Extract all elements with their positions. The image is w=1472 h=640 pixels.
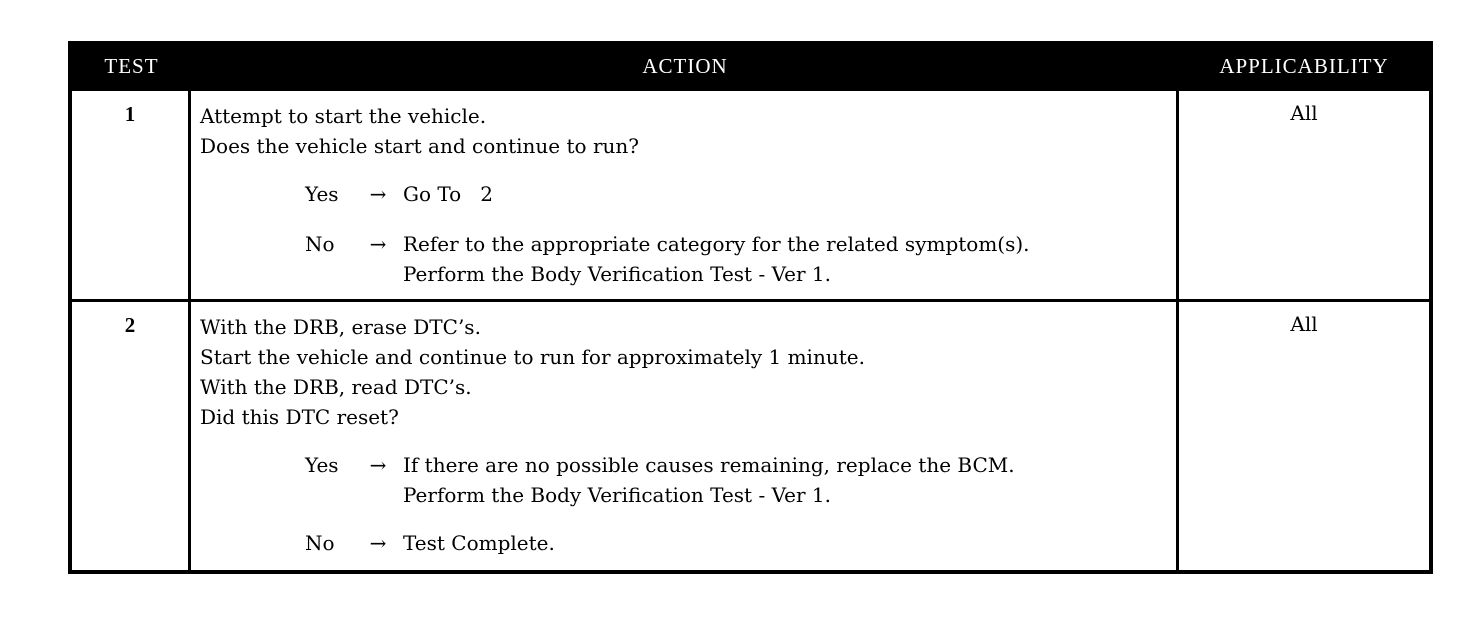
result-line: If there are no possible causes remaining, replace the BCM.	[403, 453, 1015, 477]
action-line: Attempt to start the vehicle.	[200, 104, 487, 128]
outcome-result	[403, 450, 1176, 510]
result-line: Go To 2	[403, 182, 493, 206]
answer-label: No	[305, 531, 335, 555]
outcome-result	[403, 229, 1176, 289]
diagnostic-test-table	[68, 41, 1433, 574]
right-arrow-icon: →	[369, 531, 387, 555]
right-arrow-icon: →	[369, 182, 387, 206]
action-line: Start the vehicle and continue to run for approximately 1 minute.	[200, 345, 865, 369]
right-arrow-icon: →	[369, 232, 387, 256]
right-arrow-icon: →	[369, 453, 387, 477]
header-test: TEST	[104, 54, 159, 78]
answer-label: Yes	[305, 453, 339, 477]
applicability-cell: All	[1290, 101, 1318, 125]
result-line: Test Complete.	[403, 531, 555, 555]
outcome-yes	[305, 179, 1176, 209]
outcome-no	[305, 229, 1176, 289]
test-number: 2	[72, 302, 191, 570]
result-line: Perform the Body Verification Test - Ver 1.	[403, 483, 832, 507]
action-cell	[191, 302, 1179, 570]
outcome-result	[403, 179, 1176, 209]
outcome-result	[403, 528, 1176, 558]
action-line: With the DRB, read DTC’s.	[200, 375, 472, 399]
table-row	[72, 299, 1429, 570]
test-number: 1	[72, 91, 191, 299]
action-line: With the DRB, erase DTC’s.	[200, 315, 481, 339]
header-action: ACTION	[642, 54, 728, 78]
answer-label: No	[305, 232, 335, 256]
answer-label: Yes	[305, 182, 339, 206]
action-line: Does the vehicle start and continue to run?	[200, 134, 639, 158]
action-cell	[191, 91, 1179, 299]
outcome-no	[305, 528, 1176, 558]
header-applicability: APPLICABILITY	[1219, 54, 1389, 78]
action-line: Did this DTC reset?	[200, 405, 399, 429]
result-line: Refer to the appropriate category for the related symptom(s).	[403, 232, 1030, 256]
table-header	[72, 45, 1429, 88]
outcome-yes	[305, 450, 1176, 510]
table-row	[72, 88, 1429, 299]
result-line: Perform the Body Verification Test - Ver 1.	[403, 262, 832, 286]
applicability-cell: All	[1290, 312, 1318, 336]
